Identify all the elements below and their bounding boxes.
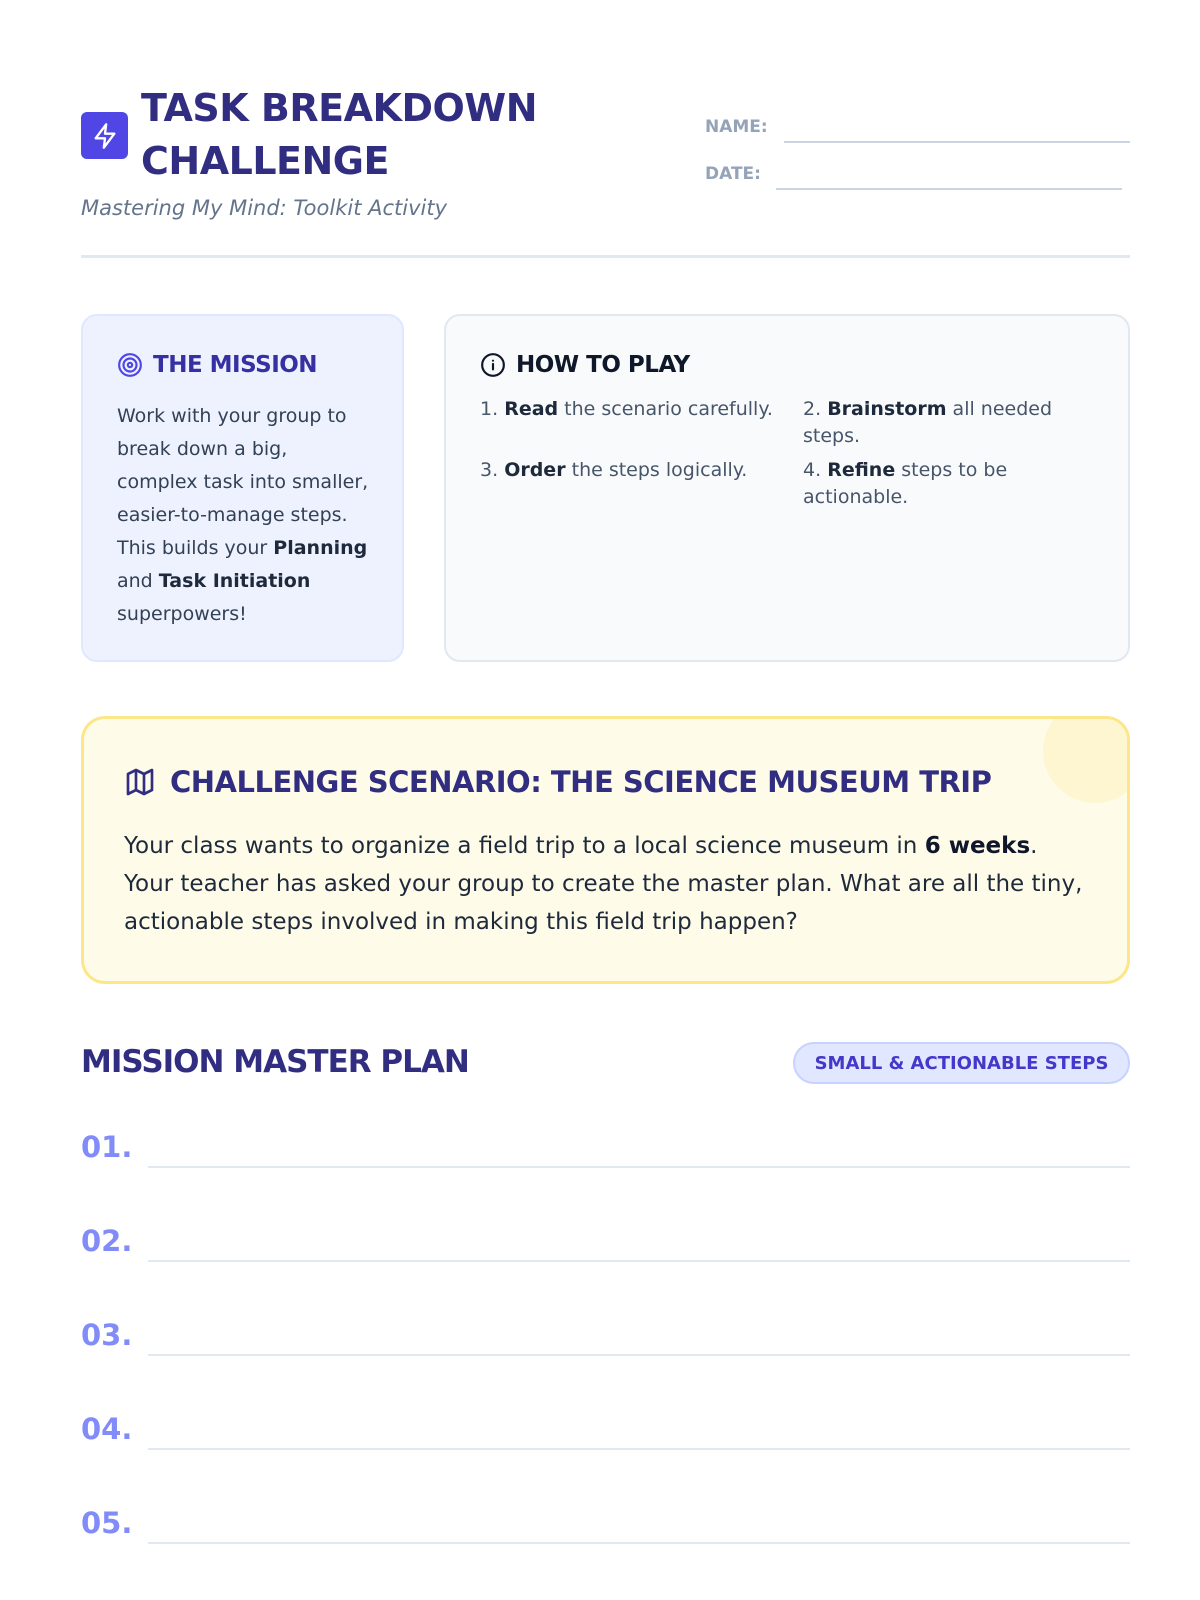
plan-row <box>81 1224 1130 1284</box>
date-label: DATE: <box>705 164 761 184</box>
step-item: 1. Read the scenario carefully. <box>480 398 773 420</box>
page-title: TASK BREAKDOWN CHALLENGE <box>141 86 538 183</box>
plan-row-input-line[interactable] <box>148 1166 1130 1168</box>
step-item: 2. Brainstorm all needed steps. <box>803 398 1053 447</box>
step-item: 3. Order the steps logically. <box>480 459 748 481</box>
how-to-play-title: HOW TO PLAY <box>516 352 690 378</box>
mission-text: Work with your group to break down a big, complex task into smaller, easier-to-manage steps. This builds your Planning and Task Initiation superpowers! <box>117 405 369 625</box>
actionable-steps-badge: SMALL & ACTIONABLE STEPS <box>793 1042 1130 1084</box>
target-icon <box>117 352 143 378</box>
plan-row-number: 01. <box>81 1130 133 1164</box>
lightning-icon <box>91 122 119 150</box>
worksheet-header <box>81 80 1130 258</box>
decorative-bubble <box>1043 716 1130 803</box>
plan-row-input-line[interactable] <box>148 1448 1130 1450</box>
scenario-header <box>124 765 991 799</box>
mission-header <box>117 352 317 378</box>
master-plan-title: MISSION MASTER PLAN <box>81 1044 469 1080</box>
page-subtitle: Mastering My Mind: Toolkit Activity <box>81 196 448 220</box>
plan-row <box>81 1412 1130 1472</box>
challenge-scenario-card <box>81 716 1130 984</box>
planning-keyword: Planning <box>273 537 368 559</box>
mission-title: THE MISSION <box>153 352 318 378</box>
plan-row <box>81 1318 1130 1378</box>
worksheet-page <box>81 0 1130 1600</box>
plan-row-number: 04. <box>81 1412 133 1446</box>
deadline-keyword: 6 weeks <box>924 833 1031 859</box>
plan-row-number: 02. <box>81 1224 133 1258</box>
plan-row-input-line[interactable] <box>148 1260 1130 1262</box>
date-field[interactable] <box>776 188 1122 190</box>
plan-row <box>81 1130 1130 1190</box>
map-icon <box>124 766 156 798</box>
scenario-title: CHALLENGE SCENARIO: THE SCIENCE MUSEUM TRIP <box>170 765 992 799</box>
plan-row-number: 03. <box>81 1318 133 1352</box>
how-to-play-card <box>444 314 1130 662</box>
task-initiation-keyword: Task Initiation <box>158 570 311 592</box>
how-to-play-header <box>480 352 690 378</box>
mission-card <box>81 314 404 662</box>
step-item: 4. Refine steps to be actionable. <box>803 459 1008 508</box>
name-field[interactable] <box>784 141 1130 143</box>
plan-row-input-line[interactable] <box>148 1354 1130 1356</box>
plan-row <box>81 1506 1130 1566</box>
logo-badge <box>81 112 128 159</box>
plan-row-number: 05. <box>81 1506 133 1540</box>
plan-row-input-line[interactable] <box>148 1542 1130 1544</box>
scenario-text: Your class wants to organize a field trip to a local science museum in 6 weeks. Your teacher has asked your group to create the master plan. What are all the tiny, actionable steps involved in making this field trip happen? <box>124 833 1083 935</box>
name-label: NAME: <box>705 117 768 137</box>
info-icon <box>480 352 506 378</box>
